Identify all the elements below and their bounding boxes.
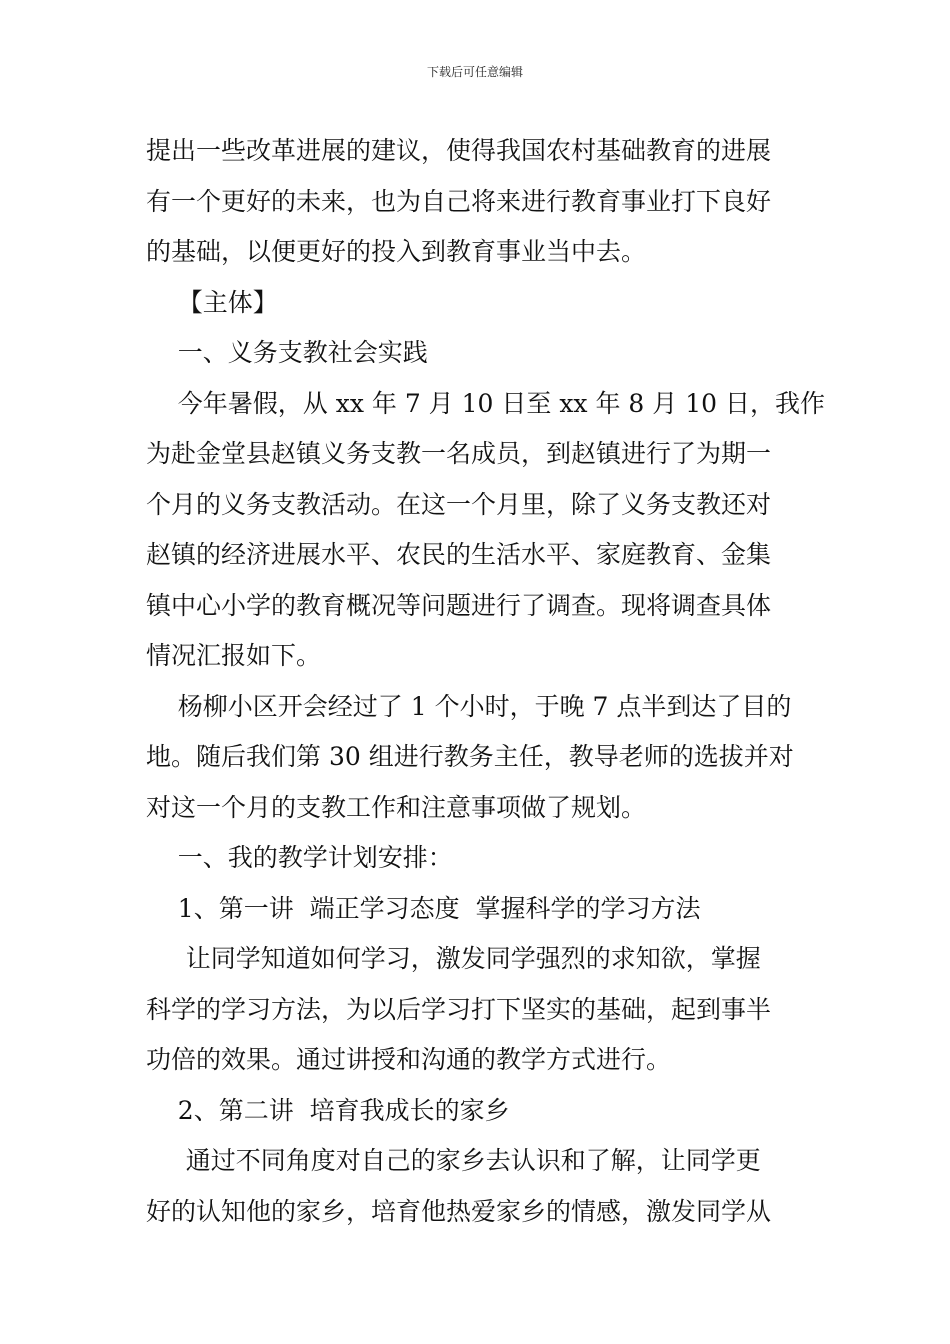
text-line: 个月的义务支教活动。在这一个月里，除了义务支教还对 — [146, 489, 772, 519]
text-line: 今年暑假，从 xx 年 7 月 10 日至 xx 年 8 月 10 日，我作 — [146, 388, 825, 418]
subsection-heading: 一、义务支教社会实践 — [146, 338, 428, 367]
page-header: 下载后可任意编辑 — [426, 65, 523, 79]
text-line: 对这一个月的支教工作和注意事项做了规划。 — [146, 792, 647, 822]
text-line: 有一个更好的未来，也为自己将来进行教育事业打下良好 — [146, 186, 772, 216]
text-line: 的基础，以便更好的投入到教育事业当中去。 — [146, 237, 647, 266]
text-line: 杨柳小区开会经过了 1 个小时，于晚 7 点半到达了目的 — [146, 691, 792, 721]
text-line: 镇中心小学的教育概况等问题进行了调查。现将调查具体 — [146, 590, 772, 620]
text-line: 赵镇的经济进展水平、农民的生活水平、家庭教育、金集 — [146, 540, 772, 569]
text-line: 让同学知道如何学习，激发同学强烈的求知欲，掌握 — [146, 944, 761, 973]
text-line: 为赴金堂县赵镇义务支教一名成员，到赵镇进行了为期一 — [146, 439, 772, 468]
text-line: 科学的学习方法，为以后学习打下坚实的基础，起到事半 — [146, 994, 772, 1024]
document-body — [146, 126, 825, 1237]
text-line: 好的认知他的家乡，培育他热爱家乡的情感，激发同学从 — [146, 1196, 772, 1226]
subsection-heading: 一、我的教学计划安排： — [146, 843, 453, 872]
section-heading: 【主体】 — [146, 287, 278, 317]
lecture-heading: 2、第二讲 培育我成长的家乡 — [146, 1095, 510, 1125]
text-line: 情况汇报如下。 — [146, 641, 322, 670]
text-line: 通过不同角度对自己的家乡去认识和了解，让同学更 — [146, 1146, 761, 1175]
text-line: 提出一些改革进展的建议，使得我国农村基础教育的进展 — [146, 136, 772, 165]
lecture-heading: 1、第一讲 端正学习态度 掌握科学的学习方法 — [146, 893, 701, 923]
text-line: 功倍的效果。通过讲授和沟通的教学方式进行。 — [146, 1045, 672, 1074]
text-line: 地。随后我们第 30 组进行教务主任，教导老师的选拔并对 — [146, 742, 794, 771]
